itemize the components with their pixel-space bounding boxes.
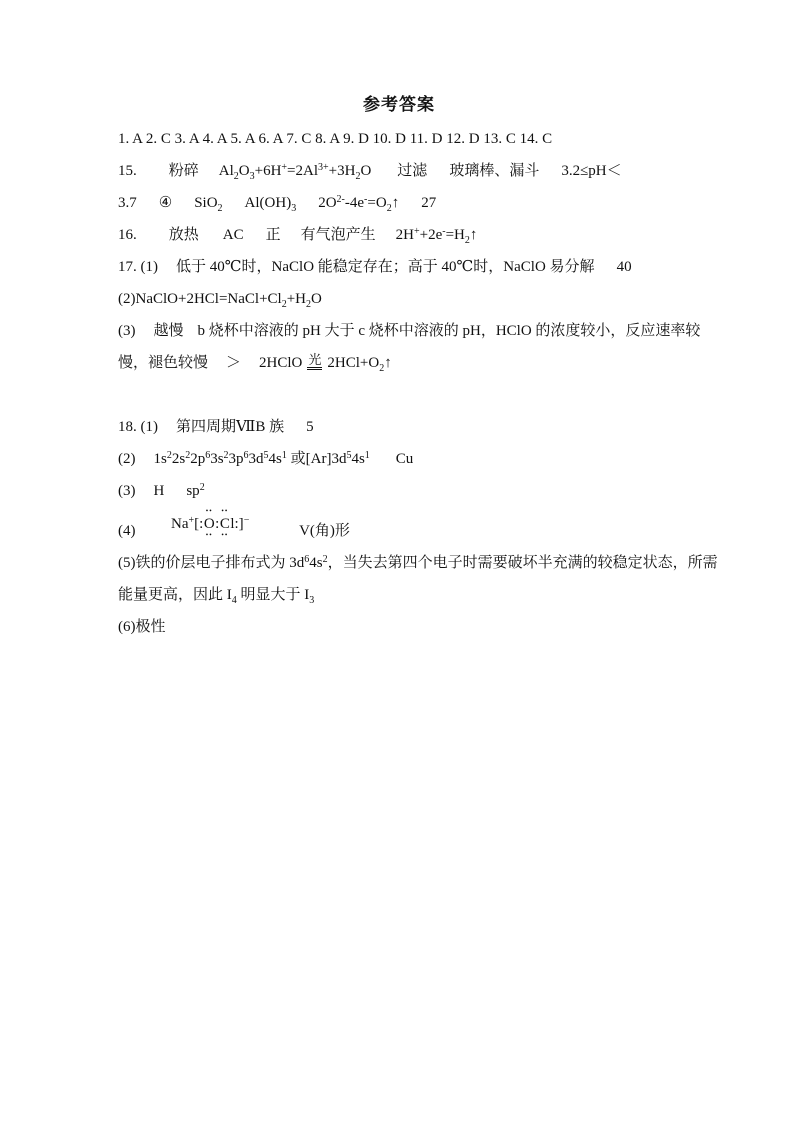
text-run: 第四周期ⅦB 族 [176, 419, 285, 435]
superscript: - [442, 225, 446, 237]
molecular-shape: V(角)形 [299, 523, 350, 539]
q18-part4-label: (4) [118, 523, 136, 539]
oxygen-symbol: O [203, 516, 215, 532]
superscript: - [364, 193, 368, 205]
text-run: (5)铁的价层电子排布式为 3d [118, 555, 305, 571]
subscript: 4 [231, 595, 237, 606]
text-run: 有气泡产生 [300, 227, 376, 243]
superscript: 1 [364, 449, 370, 461]
superscript: 2- [336, 193, 345, 205]
q18-part2-line [118, 449, 680, 469]
text-run: Cu [395, 451, 414, 467]
text-run: 3d [248, 451, 264, 467]
superscript: 5 [263, 449, 269, 461]
superscript: 6 [304, 553, 310, 565]
subscript: 2 [355, 171, 361, 182]
text-run: ↑ [384, 355, 392, 371]
text-run: 17. (1) [118, 259, 158, 275]
text-run: +6H [254, 163, 282, 179]
sodium-symbol: Na [171, 516, 189, 532]
text-run: 放热 [168, 227, 199, 243]
q18-part6-line [118, 617, 680, 637]
text-run: (2) [118, 451, 136, 467]
text-run: 3.7 [118, 195, 137, 211]
sodium-charge: + [188, 514, 195, 526]
text-run: 40 [616, 259, 632, 275]
oxygen-with-lone-pairs [203, 507, 215, 539]
blank-line [118, 385, 680, 405]
text-run: 5 [306, 419, 314, 435]
subscript: 2 [306, 299, 312, 310]
q18-part4-line [118, 507, 680, 541]
lewis-structure-naclo [171, 507, 250, 539]
page-title: 参考答案 [363, 95, 435, 114]
text-run: -4e [344, 195, 365, 211]
superscript: 2 [223, 449, 229, 461]
q16-answer-line [118, 225, 680, 245]
ion-charge: − [243, 514, 250, 526]
chlorine-with-lone-pairs [219, 507, 230, 539]
subscript: 3 [309, 595, 315, 606]
text-run: ↑ [391, 195, 400, 211]
text-run: +2e [419, 227, 443, 243]
q18-part3-line [118, 481, 680, 501]
superscript: 2 [199, 481, 205, 493]
text-run: Al [218, 163, 234, 179]
text-run: 2s [171, 451, 186, 467]
text-run: H [153, 483, 165, 499]
subscript: 2 [217, 203, 223, 214]
text-run: 1. A 2. C 3. A 4. A 5. A 6. A 7. C 8. A 9. D 10. D 11. D 12. D 13. C 14. C [118, 131, 553, 147]
q17-part3-line-2 [118, 353, 680, 373]
superscript: + [281, 161, 288, 173]
subscript: 2 [386, 203, 392, 214]
bond-dots: : [215, 516, 220, 532]
q17-part3-line-1 [118, 321, 701, 341]
text-run: 过滤 [397, 163, 428, 179]
text-run: 2HClO [259, 355, 303, 371]
text-run: SiO [194, 195, 218, 211]
text-run: 或[Ar]3d [286, 451, 347, 467]
subscript: 2 [233, 171, 239, 182]
q17-part1-line [118, 257, 680, 277]
text-run: ，当失去第四个电子时需要破坏半充满的较稳定状态，所需 [327, 555, 718, 571]
reaction-condition: 光 [307, 353, 322, 370]
q18-part1-line [118, 417, 680, 437]
text-run: (2)NaClO+2HCl=NaCl+Cl [118, 291, 282, 307]
text-run: b 烧杯中溶液的 pH 大于 c 烧杯中溶液的 pH，HClO 的浓度较小，反应速率较 [197, 323, 701, 339]
text-run: ④ [158, 195, 173, 211]
bracket-open: [: [194, 516, 204, 532]
subscript: 2 [379, 363, 385, 374]
text-run: 2HCl+O [327, 355, 380, 371]
text-run: (6)极性 [118, 619, 166, 635]
text-run: 4s [309, 555, 323, 571]
text-run: +H [286, 291, 307, 307]
text-run: 正 [265, 227, 281, 243]
superscript: 1 [281, 449, 287, 461]
lone-pair-dots: •• [205, 531, 213, 539]
superscript: + [413, 225, 420, 237]
text-run: 18. (1) [118, 419, 158, 435]
text-run: 4s [351, 451, 365, 467]
text-run: =2Al [287, 163, 319, 179]
text-run: (3) [118, 323, 136, 339]
superscript: 6 [243, 449, 249, 461]
text-run: 玻璃棒、漏斗 [449, 163, 540, 179]
subscript: 2 [281, 299, 287, 310]
text-run: (3) [118, 483, 136, 499]
lone-pair-dots: •• [205, 507, 213, 515]
text-run: 能量更高，因此 I [118, 587, 232, 603]
text-run: =H [445, 227, 465, 243]
q18-part5-line-2 [118, 585, 680, 605]
text-run: 3s [210, 451, 224, 467]
text-run: sp [186, 483, 200, 499]
text-run: 粉碎 [168, 163, 199, 179]
text-run: 3.2≤pH＜ [561, 163, 622, 179]
subscript: 3 [291, 203, 297, 214]
subscript: 3 [249, 171, 255, 182]
text-run: 4s [268, 451, 282, 467]
text-run: 慢，褪色较慢 [118, 355, 209, 371]
q15-answer-line-1 [118, 161, 680, 181]
answer-key-content [118, 90, 718, 649]
text-run: 2H [395, 227, 414, 243]
text-run: 明显大于 I [236, 587, 310, 603]
text-run: 1s [153, 451, 167, 467]
superscript: 2 [185, 449, 191, 461]
superscript: 3+ [318, 161, 329, 173]
text-run: 3p [228, 451, 244, 467]
q17-part2-equation [118, 289, 680, 309]
q15-answer-line-2 [118, 193, 680, 213]
bracket-close: l:] [230, 516, 244, 532]
chlorine-symbol: C [219, 516, 230, 532]
text-run: Al(OH) [244, 195, 292, 211]
text-run: AC [222, 227, 244, 243]
text-run: 16. [118, 227, 137, 243]
superscript: 6 [205, 449, 211, 461]
text-run: ↑ [469, 227, 478, 243]
text-run: 27 [421, 195, 437, 211]
text-run: ＞ [226, 355, 242, 371]
superscript: 2 [322, 553, 328, 565]
text-run: 低于 40℃时，NaClO 能稳定存在；高于 40℃时，NaClO 易分解 [176, 259, 595, 275]
text-run: +3H [328, 163, 356, 179]
answers-1-14 [118, 129, 680, 149]
subscript: 2 [464, 235, 470, 246]
text-run: O [238, 163, 250, 179]
text-run: 2O [318, 195, 337, 211]
text-run: O [311, 291, 322, 307]
text-run: 2p [190, 451, 206, 467]
text-run: O [360, 163, 372, 179]
text-run: 越慢 [153, 323, 184, 339]
superscript: 2 [166, 449, 172, 461]
text-run: =O [367, 195, 387, 211]
superscript: 5 [346, 449, 352, 461]
text-run: 15. [118, 163, 137, 179]
lone-pair-dots: •• [221, 531, 229, 539]
q18-part5-line-1 [118, 553, 718, 573]
lone-pair-dots: •• [221, 507, 229, 515]
